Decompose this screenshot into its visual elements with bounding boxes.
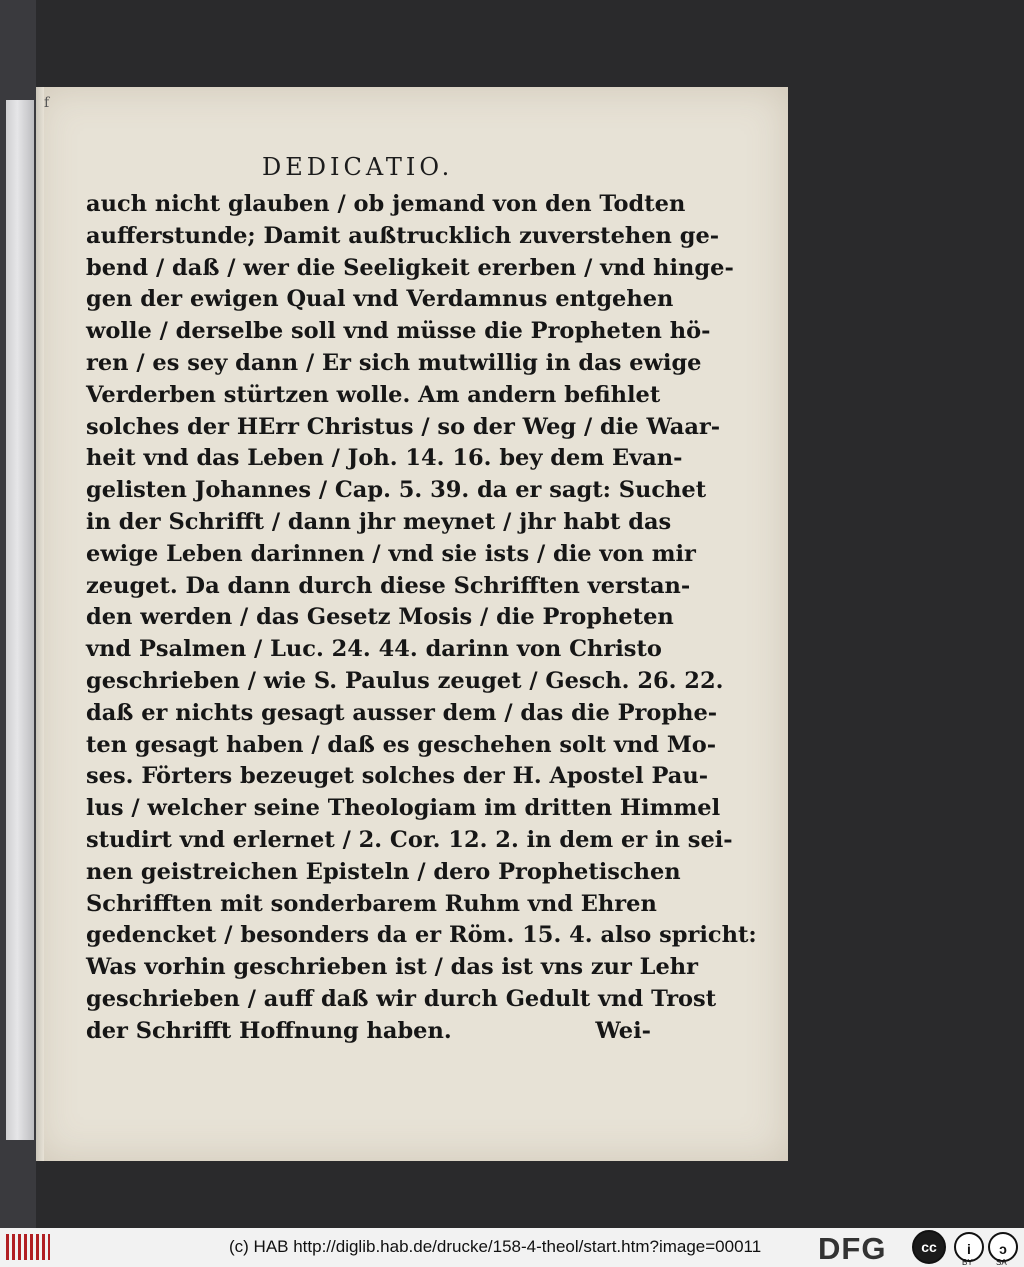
hab-logo-barcode-icon — [6, 1234, 50, 1260]
page-gutter-shadow — [36, 87, 44, 1161]
text-line-content: in der Schrifft / dann jhr meynet / jhr habt das — [86, 508, 672, 535]
text-line-content: gelisten Johannes / Cap. 5. 39. da er sagt: Suchet — [86, 477, 707, 504]
footer-bar — [0, 1228, 1024, 1267]
text-line-content: lus / welcher seine Theologiam im dritten Himmel — [86, 795, 721, 822]
text-line — [86, 730, 717, 762]
text-line-content: auch nicht glauben / ob jemand von den Todten — [86, 191, 686, 217]
text-line — [86, 825, 733, 857]
text-line — [86, 380, 661, 412]
text-line — [86, 571, 691, 603]
text-line-content: nen geistreichen Episteln / dero Prophetischen — [86, 858, 681, 885]
text-line-content: ten gesagt haben / daß es geschehen solt vnd Mo- — [86, 731, 717, 758]
text-line — [86, 507, 672, 539]
text-line — [86, 348, 702, 380]
text-line — [86, 539, 696, 571]
dfg-logo: DFG — [818, 1231, 887, 1266]
text-line-content: geschrieben / auff daß wir durch Gedult vnd Trost — [86, 985, 717, 1012]
cc-by-icon[interactable]: i — [954, 1232, 984, 1262]
page-text-block — [86, 189, 757, 1048]
text-line-content: solches der HErr Christus / so der Weg / die Waar- — [86, 413, 721, 440]
text-line-content: geschrieben / wie S. Paulus zeuget / Gesch. 26. 22. — [86, 667, 724, 694]
text-line-content: ses. Förters bezeuget solches der H. Apostel Pau- — [86, 763, 709, 790]
creative-commons-icon[interactable]: cc — [912, 1230, 946, 1264]
book-page — [36, 87, 788, 1161]
text-line — [86, 761, 709, 793]
text-line-content: daß er nichts gesagt ausser dem / das die Prophe- — [86, 699, 718, 726]
text-line-content: Schrifften mit sonderbarem Ruhm vnd Ehren — [86, 890, 657, 917]
text-line — [86, 443, 683, 475]
text-line-content: zeuget. Da dann durch diese Schrifften verstan- — [86, 572, 691, 599]
cc-sa-label: SA — [996, 1258, 1007, 1267]
text-line — [86, 253, 734, 285]
text-line-content: gen der ewigen Qual vnd Verdamnus entgehen — [86, 286, 674, 313]
copyright-link[interactable]: (c) HAB http://diglib.hab.de/drucke/158-4-theol/start.htm?image=00011 — [229, 1237, 762, 1256]
text-line-content: aufferstunde; Damit außtrucklich zuverstehen ge- — [86, 222, 720, 249]
text-line-content: ewige Leben darinnen / vnd sie ists / die von mir — [86, 540, 696, 567]
text-line — [86, 666, 724, 698]
text-line — [86, 984, 717, 1016]
text-line — [86, 952, 699, 984]
previous-page-edge — [0, 0, 36, 1228]
text-line-content: heit vnd das Leben / Joh. 14. 16. bey dem Evan- — [86, 445, 683, 472]
text-line-content: vnd Psalmen / Luc. 24. 44. darinn von Christo — [86, 636, 662, 663]
folio-mark: f — [44, 95, 50, 111]
text-line-content: gedencket / besonders da er Röm. 15. 4. also spricht: — [86, 922, 757, 949]
text-line — [86, 1016, 651, 1048]
text-line — [86, 602, 674, 634]
text-line — [86, 316, 711, 348]
text-line-content: Verderben stürtzen wolle. Am andern befihlet — [86, 381, 661, 408]
text-line-content: Was vorhin geschrieben ist / das ist vns zur Lehr — [86, 954, 699, 981]
previous-page-strip — [6, 100, 34, 1140]
text-line — [86, 793, 721, 825]
cc-sa-icon[interactable]: ↄ — [988, 1232, 1018, 1262]
text-line-content: studirt vnd erlernet / 2. Cor. 12. 2. in dem er in sei- — [86, 826, 733, 853]
text-line-content: wolle / derselbe soll vnd müsse die Propheten hö- — [86, 318, 711, 345]
text-line-content: der Schrifft Hoffnung haben. — [86, 1017, 452, 1044]
text-line — [86, 189, 686, 221]
text-line — [86, 284, 674, 316]
text-line — [86, 221, 720, 253]
text-line-content: ren / es sey dann / Er sich mutwillig in das ewige — [86, 349, 702, 376]
page-heading: DEDICATIO. — [262, 153, 454, 181]
text-line-content: den werden / das Gesetz Mosis / die Propheten — [86, 604, 674, 631]
catchword: Wei- — [595, 1017, 651, 1044]
text-line — [86, 889, 657, 921]
text-line-content: bend / daß / wer die Seeligkeit ererben / vnd hinge- — [86, 254, 734, 281]
text-line — [86, 475, 707, 507]
text-line — [86, 857, 681, 889]
text-line — [86, 698, 718, 730]
text-line — [86, 412, 721, 444]
cc-by-label: BY — [962, 1258, 973, 1267]
text-line — [86, 920, 757, 952]
text-line — [86, 634, 662, 666]
